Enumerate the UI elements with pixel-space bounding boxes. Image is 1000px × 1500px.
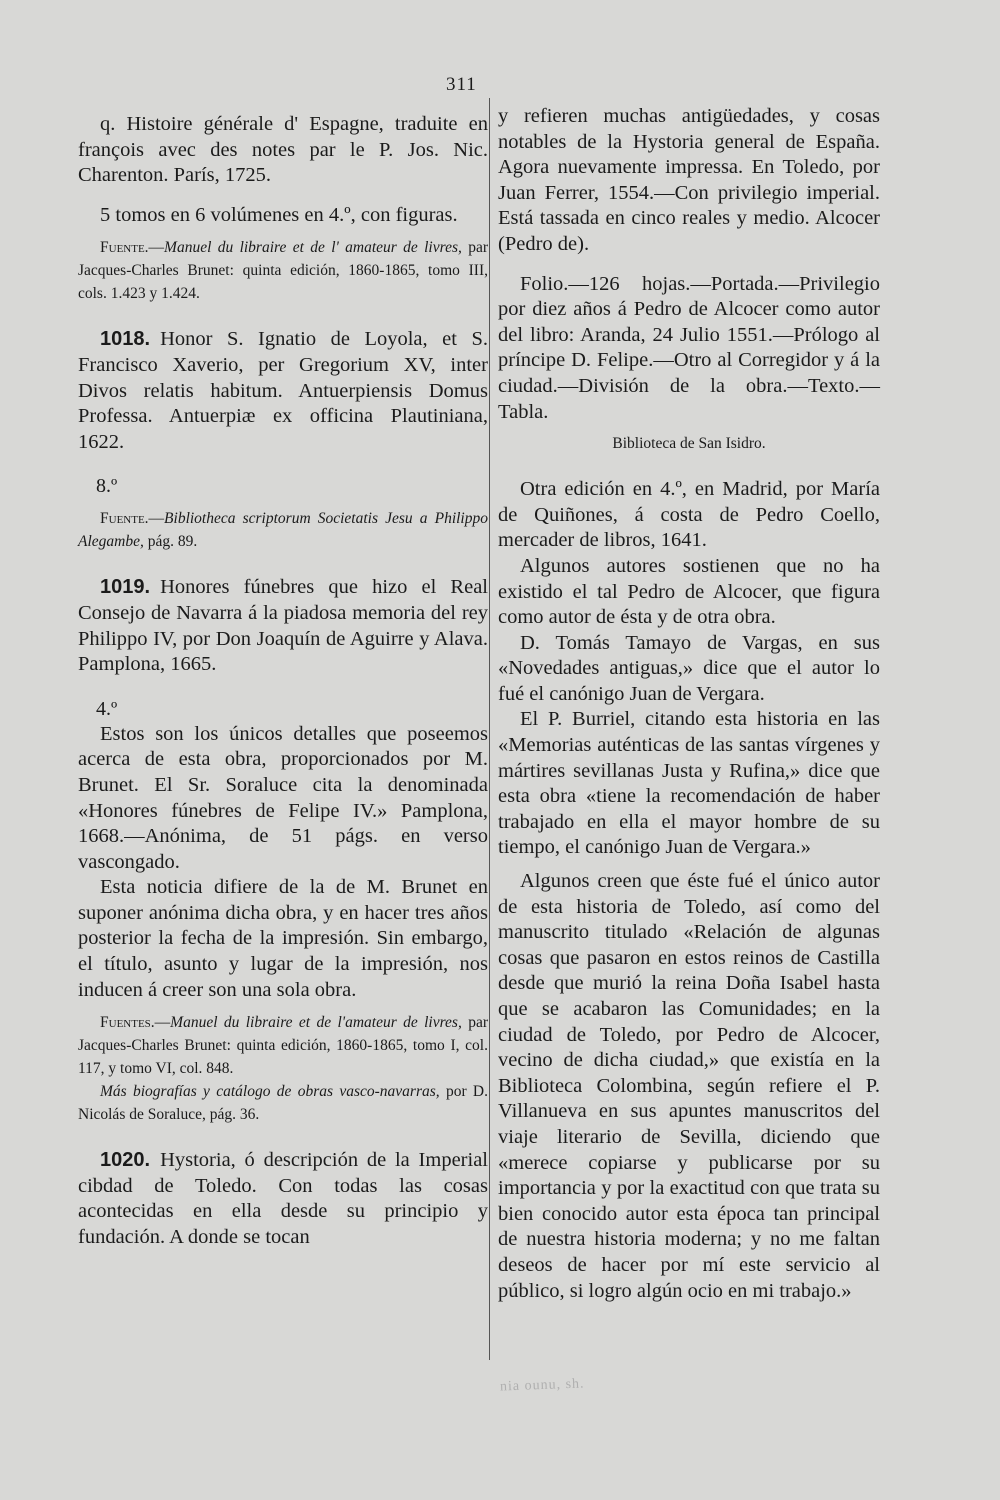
right-paragraph-1: Otra edición en 4.º, en Madrid, por María de Quiñones, á costa de Pedro Coello, mercader de libros, 1641. [498, 478, 880, 552]
entry-1019-title [78, 575, 488, 677]
library-name: Biblioteca de San Isidro. [612, 435, 766, 453]
entry-q-source [78, 236, 488, 305]
right-column [498, 104, 880, 1304]
source-title: Más biografías y catálogo de obras vasco-navarras, [100, 1083, 440, 1101]
entry-q-title: q. Histoire générale d' Espagne, traduite en françois avec des notes par le P. Jos. Nic. Charenton. París, 1725. [78, 113, 488, 187]
entry-number: 1018. [100, 328, 151, 351]
library-stamp: nia ounu, sh. [499, 1376, 585, 1395]
source-label: Fuente.— [100, 510, 165, 528]
entry-number: 1019. [100, 576, 151, 599]
source-details: par Jacques-Charles Brunet: quinta edición, 1860-1865, tomo III, cols. 1.423 y 1.424. [78, 239, 488, 303]
right-paragraph-4: El P. Burriel, citando esta historia en las «Memorias auténticas de las santas vírgenes y mártires sevillanas Justa y Rufina,» dice que esta obra «tiene la recomendación de haber trabajado en ella el mayor hombre de su tiempo, el canónigo Juan de Vergara.» [498, 708, 880, 859]
source-title: Bibliotheca scriptorum Societatis Jesu a Philippo Alegambe, [78, 510, 488, 551]
source-label: Fuente.— [100, 239, 165, 257]
right-paragraph-5: Algunos creen que éste fué el único autor de esta historia de Toledo, así como del manuscrito titulado «Relación de algunas cosas que pasaron en estos reinos de Castilla desde que murió la reina Doña Isabel hasta que se acabaron las Comunidades; en la ciudad de Toledo, por Pedro de Alcocer, vecino de dicha ciudad,» que existía en la Biblioteca Colombina, según refiere el P. Villanueva en sus apuntes manuscritos del viaje literario de Sevilla, diciendo que «merece copiarse y publicarse por su importancia y por la exactitud con que trata su bien conocido autor esta época tan principal de nuestra historia moderna; y no me faltan deseos de hacer por mí este servicio al público, si logro algún ocio en mi trabajo.» [498, 870, 880, 1302]
column-rule [489, 98, 490, 1360]
entry-1020-title [78, 1148, 488, 1250]
entry-1020-continuation: y refieren muchas antigüedades, y cosas notables de la Hystoria general de España. Agora nuevamente impressa. En Toledo, por Juan Ferrer, 1554.—Con privilegio imperial. Está tassada en cinco reales y medio. Alcocer (Pedro de). [498, 105, 880, 255]
entry-1018-format: 8.º [96, 475, 118, 498]
entry-1020-folio: Folio.—126 hojas.—Portada.—Privilegio por diez años á Pedro de Alcocer como autor del libro: Aranda, 24 Julio 1551.—Prólogo al príncipe D. Felipe.—Otro al Corregidor y á la ciudad.—División de la obra.—Texto.—Tabla. [498, 272, 880, 423]
source-details: por D. Nicolás de Soraluce, pág. 36. [78, 1083, 489, 1124]
source-label: Fuentes.— [100, 1014, 171, 1032]
entry-1019-paragraph-1: Estos son los únicos detalles que poseemos acerca de esta obra, proporcionados por M. Brunet. El Sr. Soraluce cita la denominada «Honores fúnebres de Felipe IV.» Pamplona, 1668.—Anónima, de 51 págs. en verso vascongado. [78, 722, 488, 873]
entry-title: Honor S. Ignatio de Loyola, et S. Francisco Xaverio, per Gregorium XV, inter Divos relatis habitum. Antuerpiensis Domus Professa. Antuerpiæ ex officina Plautiniana, 1622. [78, 328, 488, 453]
entry-1019-paragraph-2: Esta noticia difiere de la de M. Brunet en suponer anónima dicha obra, y en hacer tres años posterior la fecha de la impresión. Sin embargo, el título, asunto y lugar de la impresión, nos inducen á creer son una sola obra. [78, 876, 488, 1001]
entry-1019-source-2 [78, 1080, 488, 1126]
entry-1019-source [78, 1011, 488, 1080]
source-title: Manuel du libraire et de l'amateur de livres, [170, 1014, 462, 1032]
page-number: 311 [446, 74, 477, 95]
left-column [78, 112, 488, 1251]
entry-title: Honores fúnebres que hizo el Real Consejo de Navarra á la piadosa memoria del rey Philippo IV, por Don Joaquín de Aguirre y Alava. Pamplona, 1665. [78, 576, 488, 676]
entry-1018-source [78, 507, 488, 553]
entry-1019-format: 4.º [96, 697, 118, 720]
source-title: Manuel du libraire et de l' amateur de livres, [164, 239, 462, 257]
source-details: par Jacques-Charles Brunet: quinta edición, 1860-1865, tomo I, col. 117, y tomo VI, col. 848. [78, 1014, 488, 1078]
right-paragraph-2: Algunos autores sostienen que no ha existido el tal Pedro de Alcocer, que figura como autor de ésta y de otra obra. [498, 554, 880, 629]
entry-title: Hystoria, ó descripción de la Imperial cibdad de Toledo. Con todas las cosas acontecidas en ella desde su principio y fundación. A donde se tocan [78, 1149, 488, 1249]
entry-number: 1020. [100, 1149, 151, 1172]
source-details: pág. 89. [143, 533, 198, 551]
entry-1018-title [78, 327, 488, 455]
right-paragraph-3: D. Tomás Tamayo de Vargas, en sus «Novedades antiguas,» dice que el autor lo fué el canónigo Juan de Vergara. [498, 631, 880, 705]
entry-q-format: 5 tomos en 6 volúmenes en 4.º, con figuras. [100, 203, 458, 226]
